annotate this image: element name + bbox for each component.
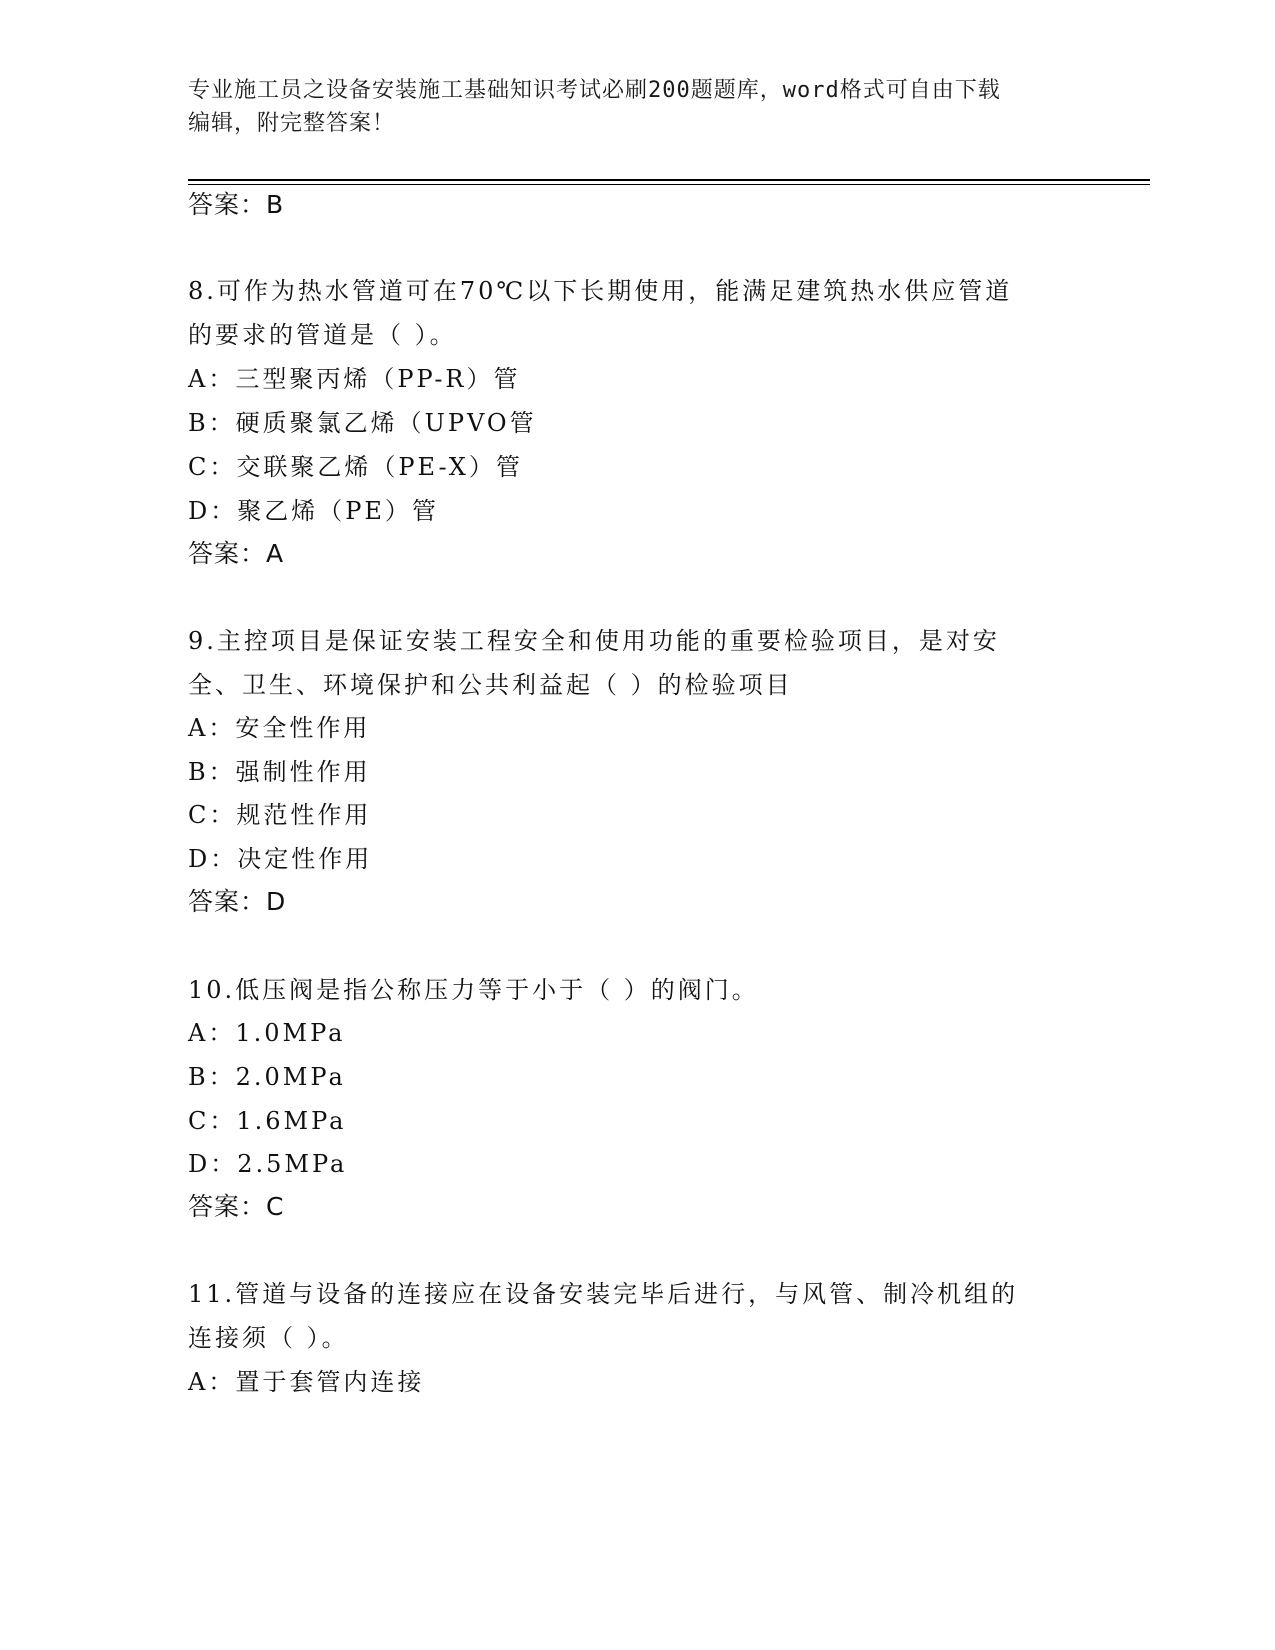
- header-divider-thin: [188, 184, 1150, 185]
- question-8-option-d: D：聚乙烯（PE）管: [188, 497, 439, 525]
- header-divider: [188, 179, 1150, 181]
- header-line-2: 编辑，附完整答案！: [188, 111, 396, 136]
- question-9-stem-line-2: 全、卫生、环境保护和公共利益起（ ）的检验项目: [188, 671, 793, 699]
- question-9-stem-line-1: 9.主控项目是保证安装工程安全和使用功能的重要检验项目，是对安: [188, 627, 1000, 655]
- answer-prev: 答案：B: [188, 190, 285, 219]
- question-9-answer: 答案：D: [188, 887, 287, 916]
- question-11-option-a: A：置于套管内连接: [188, 1368, 425, 1396]
- question-11-stem-line-2: 连接须（ ）。: [188, 1324, 349, 1352]
- question-11-stem-line-1: 11.管道与设备的连接应在设备安装完毕后进行，与风管、制冷机组的: [188, 1280, 1019, 1308]
- question-8-answer: 答案：A: [188, 539, 285, 568]
- question-9-option-a: A：安全性作用: [188, 714, 371, 742]
- question-10-option-d: D：2.5MPa: [188, 1150, 348, 1178]
- question-10-answer: 答案：C: [188, 1192, 285, 1221]
- question-8-stem-line-2: 的要求的管道是（ ）。: [188, 321, 457, 349]
- question-9-option-b: B：强制性作用: [188, 758, 371, 786]
- question-8-option-b: B：硬质聚氯乙烯（UPVO管: [188, 409, 537, 437]
- question-9-option-d: D：决定性作用: [188, 845, 373, 873]
- document-header: [188, 74, 1088, 140]
- header-line-1: 专业施工员之设备安装施工基础知识考试必刷200题题库，word格式可自由下载: [188, 78, 1001, 103]
- question-8-stem-line-1: 8.可作为热水管道可在70℃以下长期使用，能满足建筑热水供应管道: [188, 277, 1013, 305]
- question-10-option-b: B：2.0MPa: [188, 1063, 346, 1091]
- question-8-option-a: A：三型聚丙烯（PP-R）管: [188, 365, 521, 393]
- question-10-option-c: C：1.6MPa: [188, 1107, 347, 1135]
- question-10-stem: 10.低压阀是指公称压力等于小于（ ）的阀门。: [188, 976, 759, 1004]
- question-9-option-c: C：规范性作用: [188, 801, 372, 829]
- question-10-option-a: A：1.0MPa: [188, 1019, 346, 1047]
- question-8-option-c: C：交联聚乙烯（PE-X）管: [188, 453, 523, 481]
